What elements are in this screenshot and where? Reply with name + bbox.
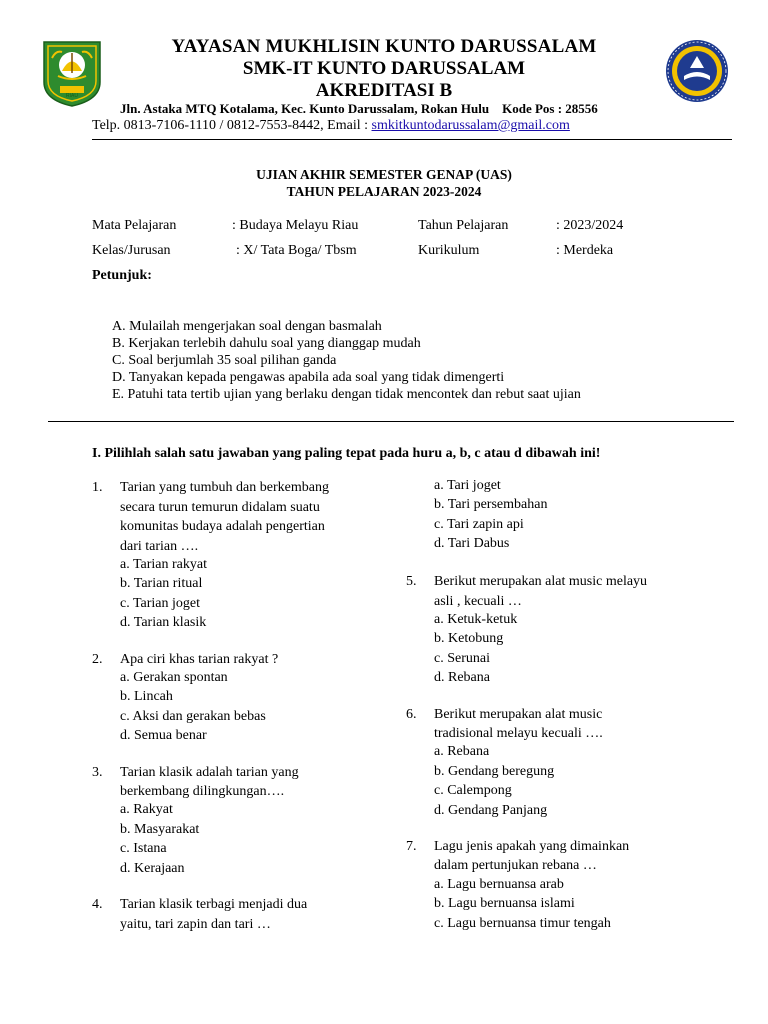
answer-option[interactable]: b. Gendang beregung — [434, 764, 555, 779]
question-text: tradisional melayu kecuali …. — [434, 726, 603, 741]
answer-option[interactable]: c. Lagu bernuansa timur tengah — [434, 916, 611, 931]
answer-option[interactable]: c. Istana — [120, 841, 167, 856]
answer-option[interactable]: d. Gendang Panjang — [434, 803, 548, 818]
question-text: dalam pertunjukan rebana … — [434, 858, 597, 873]
foundation-name: YAYASAN MUKHLISIN KUNTO DARUSSALAM — [171, 36, 597, 57]
answer-option[interactable]: b. Ketobung — [434, 631, 504, 646]
exam-title: UJIAN AKHIR SEMESTER GENAP (UAS) — [256, 167, 512, 182]
subject-label: Mata Pelajaran — [92, 218, 177, 233]
question-number: 1. — [92, 480, 103, 495]
question-text: Berikut merupakan alat music — [434, 707, 603, 722]
accreditation: AKREDITASI B — [315, 80, 453, 101]
question-text: Tarian klasik terbagi menjadi dua — [120, 897, 308, 912]
answer-option[interactable]: c. Tarian joget — [120, 596, 201, 611]
instructions-heading: Petunjuk: — [92, 268, 152, 283]
section-divider — [48, 421, 734, 422]
school-address: Jln. Astaka MTQ Kotalama, Kec. Kunto Darussalam, Rokan Hulu Kode Pos : 28556 — [120, 101, 598, 116]
school-name: SMK-IT KUNTO DARUSSALAM — [242, 58, 526, 79]
answer-option[interactable]: d. Kerajaan — [120, 861, 185, 876]
exam-year: TAHUN PELAJARAN 2023-2024 — [286, 184, 482, 199]
answer-option[interactable]: c. Tari zapin api — [434, 517, 524, 532]
phone-text: Telp. 0813-7106-1110 / 0812-7553-8442, Email : — [92, 118, 372, 133]
section-title: I. Pilihlah salah satu jawaban yang paling tepat pada huru a, b, c atau d dibawah ini! — [92, 446, 601, 461]
answer-option[interactable]: a. Rebana — [434, 744, 490, 759]
question-text: dari tarian …. — [120, 539, 199, 554]
answer-option[interactable]: d. Tari Dabus — [434, 536, 510, 551]
answer-option[interactable]: d. Rebana — [434, 670, 490, 685]
answer-option[interactable]: d. Tarian klasik — [120, 615, 207, 630]
question-text: Lagu jenis apakah yang dimainkan — [434, 839, 630, 854]
answer-option[interactable]: a. Ketuk-ketuk — [434, 612, 518, 627]
answer-option[interactable]: d. Semua benar — [120, 728, 207, 743]
question-text: Tarian klasik adalah tarian yang — [120, 765, 299, 780]
answer-option[interactable]: a. Gerakan spontan — [120, 670, 228, 685]
class-value: : X/ Tata Boga/ Tbsm — [236, 243, 357, 258]
question-text: komunitas budaya adalah pengertian — [120, 519, 325, 534]
answer-option[interactable]: b. Tarian ritual — [120, 576, 203, 591]
question-text: yaitu, tari zapin dan tari … — [120, 917, 271, 932]
answer-option[interactable]: b. Tari persembahan — [434, 497, 548, 512]
question-text: asli , kecuali … — [434, 594, 522, 609]
question-number: 3. — [92, 765, 103, 780]
answer-option[interactable]: a. Tari joget — [434, 478, 501, 493]
question-number: 7. — [406, 839, 417, 854]
instruction-item: B. Kerjakan terlebih dahulu soal yang dianggap mudah — [112, 336, 421, 351]
answer-option[interactable]: c. Aksi dan gerakan bebas — [120, 709, 266, 724]
question-number: 6. — [406, 707, 417, 722]
question-number: 5. — [406, 574, 417, 589]
email-link[interactable]: smkitkuntodarussalam@gmail.com — [371, 118, 570, 133]
question-text: berkembang dilingkungan…. — [120, 784, 285, 799]
curriculum-label: Kurikulum — [418, 243, 480, 258]
contact-line — [92, 118, 570, 134]
instruction-item: E. Patuhi tata tertib ujian yang berlaku dengan tidak mencontek dan rebut saat ujian — [112, 387, 581, 402]
year-label: Tahun Pelajaran — [418, 218, 509, 233]
subject-value: : Budaya Melayu Riau — [232, 218, 359, 233]
instruction-item: A. Mulailah mengerjakan soal dengan basmalah — [112, 319, 382, 334]
answer-option[interactable]: a. Tarian rakyat — [120, 557, 207, 572]
header-divider — [92, 139, 732, 140]
answer-option[interactable]: c. Calempong — [434, 783, 512, 798]
question-text: Berikut merupakan alat music melayu — [434, 574, 648, 589]
instruction-item: C. Soal berjumlah 35 soal pilihan ganda — [112, 353, 337, 368]
answer-option[interactable]: b. Lagu bernuansa islami — [434, 896, 575, 911]
answer-option[interactable]: c. Serunai — [434, 651, 490, 666]
answer-option[interactable]: a. Lagu bernuansa arab — [434, 877, 564, 892]
class-label: Kelas/Jurusan — [92, 243, 171, 258]
answer-option[interactable]: b. Lincah — [120, 689, 173, 704]
emblem-text: RIAU — [66, 93, 78, 99]
curriculum-value: : Merdeka — [556, 243, 614, 258]
answer-option[interactable]: b. Masyarakat — [120, 822, 200, 837]
instruction-item: D. Tanyakan kepada pengawas apabila ada soal yang tidak dimengerti — [112, 370, 505, 385]
question-number: 2. — [92, 652, 103, 667]
question-text: Apa ciri khas tarian rakyat ? — [120, 652, 279, 667]
question-number: 4. — [92, 897, 103, 912]
answer-option[interactable]: a. Rakyat — [120, 802, 173, 817]
question-text: Tarian yang tumbuh dan berkembang — [120, 480, 329, 495]
question-text: secara turun temurun didalam suatu — [120, 500, 320, 515]
year-value: : 2023/2024 — [556, 218, 624, 233]
